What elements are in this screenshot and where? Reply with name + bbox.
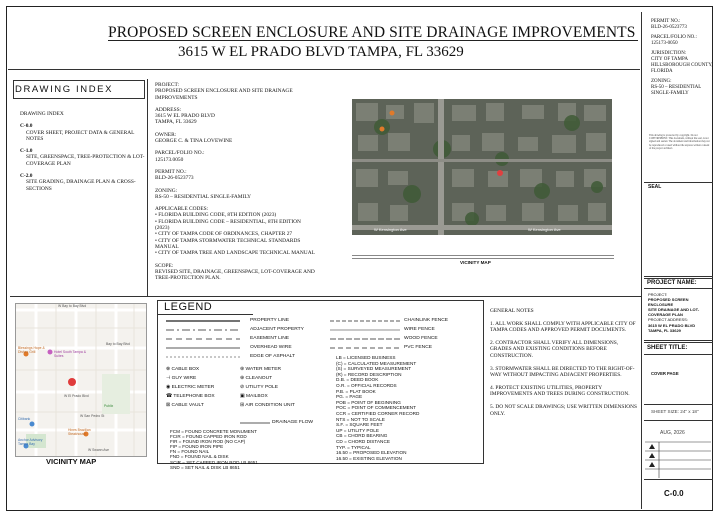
legend-symbol-row: ◉ ELECTRIC METER — [166, 385, 215, 390]
revision-delta-icon — [649, 462, 655, 467]
revision-delta-icon — [649, 444, 655, 449]
legend-monument: FN = FOUND NAIL — [170, 449, 210, 455]
general-note: 2. CONTRACTOR SHALL VERIFY ALL DIMENSIONS, GRADES AND EXISTING CONDITIONS BEFORE CONSTRUCTION. — [490, 339, 619, 359]
address-line-1: 3615 W EL PRADO BLVD — [155, 113, 215, 120]
section-divider-bottom — [147, 296, 641, 297]
owner-value: GEORGE C. & TINA LOVEWINE — [155, 138, 233, 145]
map-poi-label: Hotel South Tampa & Suites — [54, 350, 86, 358]
zoning-label: ZONING: — [155, 187, 178, 194]
bank-marker-icon — [30, 422, 35, 427]
street-label: W Kensington Ave — [528, 227, 561, 232]
address-line-2: TAMPA, FL 33629 — [155, 119, 197, 126]
tb-parcel-label: PARCEL/FOLIO NO.: — [651, 35, 697, 40]
tb-separator — [644, 420, 713, 421]
legend-symbol-row: ⊠ CABLE VAULT — [166, 403, 204, 408]
legend-abbreviation: PG. = PAGE — [336, 394, 363, 400]
legend-monument: FND = FOUND NAIL & DISK — [170, 454, 229, 460]
legend-abbreviation: 16.50 = EXISTING ELEVATION — [336, 455, 402, 461]
copyright-note: This drawing is protected by copyright. Do not COPY/REPRINT. This document, without the seal, is not signed and sealed. The document and information may not be reproduced or used without the express written consent of the project architect. — [649, 134, 710, 150]
legend-abbreviation: TYP. = TYPICAL — [336, 444, 371, 450]
zoning-value: RS-50 – RESIDENTIAL SINGLE-FAMILY — [155, 193, 252, 200]
tb-separator — [644, 276, 713, 277]
legend-item: PROPERTY LINE — [250, 318, 289, 323]
legend-fence: PVC FENCE — [404, 345, 432, 350]
legend-monument: FIP = FOUND IRON PIPE — [170, 444, 224, 450]
legend-monument: FCM = FOUND CONCRETE MONUMENT — [170, 429, 257, 434]
sheet-size: SHEET SIZE: 24" x 18" — [651, 409, 699, 414]
legend-abbreviation: CD = CHORD DISTANCE — [336, 438, 390, 444]
map-poi-label: Hines Brazilian Steakhouse — [68, 428, 91, 436]
project-value: PROPOSED SCREEN ENCLOSURE AND SITE DRAINAGE IMPROVEMENTS — [155, 88, 293, 101]
scope-value: REVISED SITE, DRAINAGE, GREENSPACE, LOT-COVERAGE AND TREE-PROTECTION PLAN. — [155, 268, 315, 282]
drawing-index-desc: SITE GRADING, DRAINAGE PLAN & CROSS-SECTIONS — [26, 179, 136, 192]
tb-zoning-value: RS-50 – RESIDENTIAL SINGLE-FAMILY — [651, 85, 702, 96]
cable-box-icon: ⊗ — [166, 367, 171, 372]
sheet-date: AUG, 2026 — [660, 430, 685, 436]
drawing-index-code: C-1.0 — [20, 148, 33, 155]
satellite-image — [352, 99, 612, 235]
project-label: PROJECT: — [155, 82, 179, 88]
sheet-title-label: SHEET TITLE: — [647, 345, 688, 351]
tb-parcel-value: 125173-0050 — [651, 41, 678, 46]
project-info — [155, 82, 315, 281]
drawing-index-item: DRAWING INDEX — [20, 111, 64, 117]
legend-abbreviation: CB = CHORD BEARING — [336, 433, 388, 439]
legend-abbreviation: CCR = CERTIFIED CORNER RECORD — [336, 410, 420, 416]
legend-title-rule — [157, 314, 253, 315]
legend-abbreviation: (C) = CALCULATED MEASUREMENT — [336, 360, 417, 366]
general-notes-heading: GENERAL NOTES — [490, 308, 534, 314]
guy-wire-icon: ⊣ — [166, 376, 171, 381]
air-condition-unit-icon: ⊞ — [240, 403, 245, 408]
sheet-number: C-0.0 — [664, 489, 684, 498]
legend-monument: SCIR = SET CAPPED IRON ROD LB 8651 — [170, 459, 258, 465]
project-title: PROPOSED SCREEN ENCLOSURE AND SITE DRAINAGE IMPROVEMENTS — [108, 24, 636, 41]
legend-abbreviation: (S) = SURVEYED MEASUREMENT — [336, 366, 412, 372]
general-note: 4. PROTECT EXISTING UTILITIES, PROPERTY IMPROVEMENTS AND TREES DURING CONSTRUCTION. — [490, 384, 630, 398]
map-poi-label: Anchor Advisory Tampa Bay — [18, 438, 43, 446]
vicinity-map-caption-bottom: VICINITY MAP — [46, 457, 97, 466]
legend-abbreviation: UP = UTILITY POLE — [336, 427, 379, 433]
project-address-heading: 3615 W EL PRADO BLVD TAMPA, FL 33629 — [178, 44, 464, 60]
map-poi-label: Publix — [104, 404, 114, 408]
tb-permit-label: PERMIT NO.: — [651, 19, 681, 24]
legend-abbreviation: NTS = NOT TO SCALE — [336, 416, 385, 422]
map-caption-line — [352, 258, 614, 259]
legend-monument: FIR = FOUND IRON ROD (NO CAP) — [170, 439, 246, 445]
tb-separator — [644, 340, 713, 341]
legend-abbreviation: P.B. = PLAT BOOK — [336, 388, 376, 394]
code-item: • CITY OF TAMPA CODE OF ORDINANCES, CHAPTER 27 — [155, 231, 293, 238]
legend-monument: SND = SET NAIL & DISK LB 8651 — [170, 464, 240, 470]
place-marker-icon — [390, 111, 395, 116]
legend-symbol-row: ⊗ CABLE BOX — [166, 367, 200, 372]
legend-drainage-flow: DRAINAGE FLOW — [272, 420, 314, 425]
header-divider — [8, 69, 640, 70]
permit-label: PERMIT NO.: — [155, 168, 187, 175]
permit-value: BLD-26-0523773 — [155, 175, 194, 182]
general-note: 5. DO NOT SCALE DRAWINGS; USE WRITTEN DIMENSIONS ONLY. — [490, 403, 638, 417]
satellite-vicinity-map — [352, 99, 612, 235]
legend-symbol-row: ☎ TELEPHONE BOX — [166, 394, 215, 399]
general-notes — [490, 308, 640, 417]
map-poi-label: Citibank — [18, 417, 31, 421]
legend-item: EASEMENT LINE — [250, 336, 290, 341]
code-item: • FLORIDA BUILDING CODE, 8TH EDITION (2023) — [155, 212, 277, 219]
tb-permit-value: BLD-26-0523773 — [651, 25, 687, 30]
tb-separator — [644, 479, 713, 480]
map-street-label: Bay to Bay Blvd — [106, 342, 130, 346]
revision-table — [645, 438, 711, 478]
legend-symbol-row: ⊛ WATER METER — [240, 367, 282, 372]
legend-abbreviation: S.F. = SQUARE FEET — [336, 422, 383, 428]
legend-abbreviation: 16.50 = PROPOSED ELEVATION — [336, 450, 407, 456]
legend-fence: WOOD FENCE — [404, 336, 438, 341]
place-marker-icon — [380, 127, 385, 132]
drawing-index-list — [20, 111, 145, 192]
title-underline — [108, 40, 638, 41]
map-street-label: W Bay to Bay Blvd — [58, 304, 87, 308]
tb-separator — [644, 278, 713, 279]
codes-label: APPLICABLE CODES: — [155, 206, 209, 213]
legend-fence: CHAINLINK FENCE — [404, 318, 449, 323]
map-poi-label: Blessings Hope & Dishes Grill — [18, 346, 45, 354]
cleanout-icon: ⊕ — [240, 376, 245, 381]
tb-separator — [644, 342, 713, 343]
hotel-marker-icon — [48, 350, 53, 355]
column-divider-left — [147, 79, 148, 296]
water-meter-icon: ⊛ — [240, 367, 245, 372]
street-label: W Kensington Ave — [374, 227, 407, 232]
legend-abbreviation: (R) = RECORD DESCRIPTION — [336, 371, 402, 377]
seal-label: SEAL — [648, 184, 662, 190]
title-block-info — [651, 19, 713, 97]
drawing-index-desc: SITE, GREENSPACE, TREE-PROTECTION & LOT-COVERAGE PLAN — [26, 154, 145, 167]
revision-delta-icon — [649, 453, 655, 458]
cable-vault-icon: ⊠ — [166, 403, 171, 408]
map-street-label: W Swann Ave — [88, 448, 110, 452]
tb-separator — [644, 288, 713, 289]
owner-label: OWNER: — [155, 131, 177, 138]
pn-line: PROPOSED SCREEN ENCLOSURE — [648, 297, 689, 308]
legend-abbreviation: POB = POINT OF BEGINNING — [336, 399, 401, 405]
legend-symbol-row: ⊞ AIR CONDITION UNIT — [240, 403, 295, 408]
drawing-index-code: C-2.0 — [20, 173, 33, 180]
legend-abbreviation-list — [336, 355, 419, 461]
map-caption-line — [352, 255, 614, 256]
legend-monument-list — [170, 429, 258, 470]
legend-symbol-row: ▣ MAILBOX — [240, 394, 268, 399]
code-item: • CITY OF TAMPA TREE AND LANDSCAPE TECHNICAL MANUAL — [155, 250, 315, 257]
pn-line: SITE DRAINAGE AND LOT-COVERAGE PLAN — [648, 307, 700, 318]
titleblock-divider — [641, 12, 642, 509]
drawing-index-code: C-0.0 — [20, 123, 33, 130]
map-street-label: W San Pedro St — [80, 414, 105, 418]
code-item: • CITY OF TAMPA STORMWATER TECHNICAL STANDARDS MANUAL — [155, 237, 301, 250]
project-name-label: PROJECT NAME: — [647, 280, 697, 286]
parcel-value: 125173.0050 — [155, 156, 184, 163]
street-vicinity-map — [15, 303, 147, 457]
tb-separator — [644, 354, 713, 355]
vicinity-map-caption-top: VICINITY MAP — [460, 260, 491, 265]
pn-line: 3615 W EL PRADO BLVD — [648, 322, 696, 328]
legend-abbreviation: LB = LICENSED BUSINESS — [336, 355, 396, 360]
general-note: 3. STORMWATER SHALL BE DIRECTED TO THE RIGHT-OF-WAY WITHOUT IMPACTING ADJACENT PROPERTIES. — [490, 365, 635, 379]
tb-jurisdiction-value: CITY OF TAMPA HILLSBOROUGH COUNTY, FLORIDA — [651, 57, 713, 74]
project-name-block — [648, 292, 712, 333]
drawing-index-heading: DRAWING INDEX — [15, 84, 114, 95]
sheet-title-value: COVER PAGE — [651, 371, 679, 376]
pn-line: PROJECT: — [648, 292, 668, 297]
pn-line: TAMPA, FL 33629 — [648, 327, 681, 333]
legend-item: EDGE OF ASPHALT — [250, 354, 296, 359]
location-pin-icon — [68, 378, 76, 386]
legend-symbol-row: ⊣ GUY WIRE — [166, 376, 197, 381]
electric-meter-icon: ◉ — [166, 385, 171, 390]
pn-line: PROJECT ADDRESS: — [648, 317, 688, 323]
legend-fence: WIRE FENCE — [404, 327, 435, 332]
location-pin-icon — [497, 170, 503, 176]
legend-item: ADJACENT PROPERTY — [250, 327, 304, 332]
tb-separator — [644, 182, 713, 183]
legend-item: OVERHEAD WIRE — [250, 345, 292, 350]
scope-label: SCOPE: — [155, 262, 174, 269]
tb-zoning-label: ZONING: — [651, 79, 672, 84]
legend-symbol-row: ⊘ UTILITY POLE — [240, 385, 278, 390]
section-divider-left — [10, 296, 150, 297]
legend-abbreviation: POC = POINT OF COMMENCEMENT — [336, 405, 416, 411]
tb-jurisdiction-label: JURISDICTION: — [651, 51, 687, 56]
parcel-label: PARCEL/FOLIO NO.: — [155, 150, 205, 157]
legend-abbreviation: O.R. = OFFICIAL RECORDS — [336, 382, 397, 388]
general-note: 1. ALL WORK SHALL COMPLY WITH APPLICABLE CITY OF TAMPA CODES AND APPROVED PERMIT DOCUMENTS. — [490, 320, 636, 334]
telephone-box-icon: ☎ — [166, 394, 173, 399]
legend-title: LEGEND — [164, 301, 213, 313]
mailbox-icon: ▣ — [240, 394, 245, 399]
utility-pole-icon: ⊘ — [240, 385, 245, 390]
map-street-label: W El Prado Blvd — [64, 394, 89, 398]
code-item: • FLORIDA BUILDING CODE – RESIDENTIAL, 8TH EDITION (2023) — [155, 218, 301, 232]
legend-symbol-row: ⊕ CLEANOUT — [240, 376, 273, 381]
legend-monument: FCIR = FOUND CAPPED IRON ROD — [170, 434, 247, 440]
address-label: ADDRESS: — [155, 106, 182, 113]
legend-abbreviation: D.B. = DEED BOOK — [336, 377, 379, 383]
drawing-index-desc: COVER SHEET, PROJECT DATA & GENERAL NOTES — [26, 129, 135, 142]
tb-separator — [644, 404, 713, 405]
